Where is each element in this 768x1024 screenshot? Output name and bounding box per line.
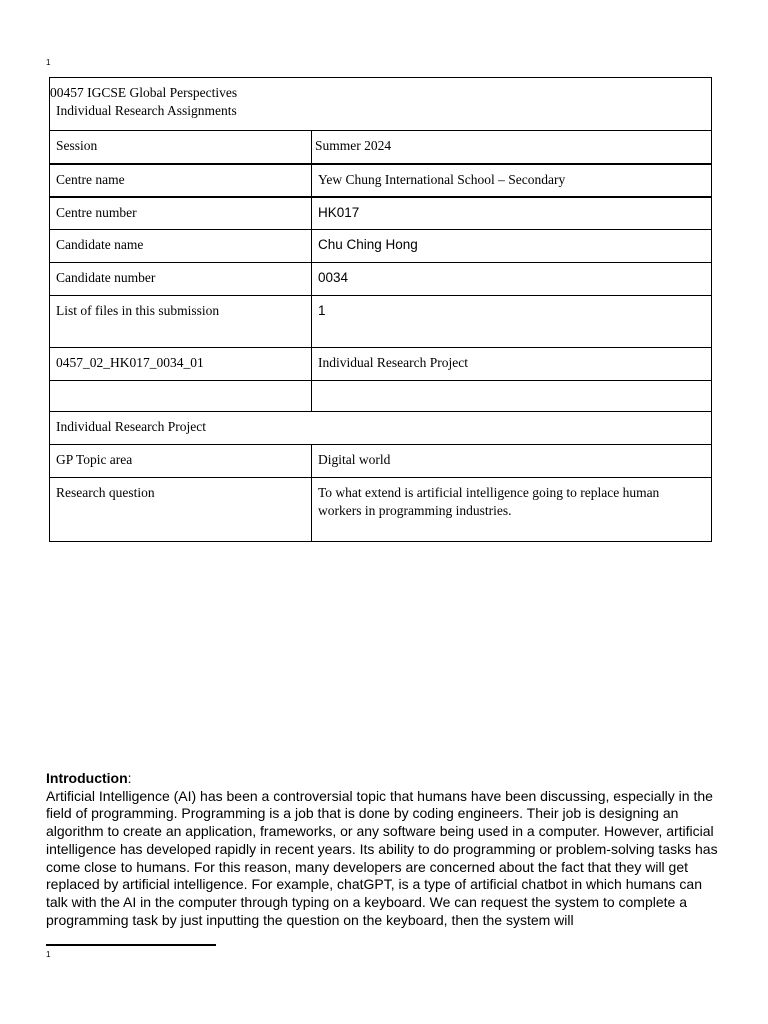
row-label-research-question: Research question: [50, 478, 312, 542]
table-row: [50, 445, 712, 478]
header-subtitle: Individual Research Assignments: [56, 103, 237, 118]
row-label-candidate-name: Candidate name: [50, 230, 312, 263]
row-value-empty: [312, 381, 712, 412]
table-row: [50, 164, 712, 197]
introduction-section: [46, 770, 726, 929]
row-label-candidate-number: Candidate number: [50, 263, 312, 296]
row-value-research-question: To what extend is artificial intelligence going to replace human workers in programming industries.: [312, 478, 712, 542]
table-row: [50, 197, 712, 230]
row-value-topic-area: Digital world: [312, 445, 712, 478]
row-label-centre-name: Centre name: [50, 164, 312, 197]
row-value-file-description: Individual Research Project: [312, 348, 712, 381]
table-row: [50, 412, 712, 445]
header-cell: [50, 78, 712, 131]
row-value-session: Summer 2024: [312, 131, 712, 164]
row-label-empty: [50, 381, 312, 412]
row-value-candidate-name: Chu Ching Hong: [312, 230, 712, 263]
row-value-centre-name: Yew Chung International School – Secondary: [312, 164, 712, 197]
table-row: [50, 348, 712, 381]
table-row: [50, 263, 712, 296]
row-label-session: Session: [50, 131, 312, 164]
row-value-candidate-number: 0034: [312, 263, 712, 296]
introduction-heading-colon: :: [127, 770, 132, 786]
section-title: Individual Research Project: [50, 412, 712, 445]
introduction-heading: Introduction: [46, 770, 128, 786]
cover-sheet-table: [49, 77, 712, 542]
header-title: 00457 IGCSE Global Perspectives: [50, 85, 238, 100]
table-row: [50, 478, 712, 542]
row-label-file-list: List of files in this submission: [50, 296, 312, 348]
table-row: [50, 381, 712, 412]
row-value-file-list: 1: [312, 296, 712, 348]
footnote-mark: 1: [46, 950, 51, 959]
table-row: [50, 230, 712, 263]
row-value-centre-number: HK017: [312, 197, 712, 230]
table-row: [50, 296, 712, 348]
row-label-topic-area: GP Topic area: [50, 445, 312, 478]
page-number: 1: [46, 58, 51, 67]
row-label-file-name: 0457_02_HK017_0034_01: [50, 348, 312, 381]
table-row: [50, 131, 712, 164]
introduction-body: Artificial Intelligence (AI) has been a controversial topic that humans have been discussing, especially in the field of programming. Programming is a job that is done by coding engineers. Their job is designing an algorithm to create an application, frameworks, or any software being used in a computer. However, artificial intelligence has developed rapidly in recent years. Its ability to do programming or problem-solving tasks has come close to humans. For this reason, many developers are concerned about the fact that they will get replaced by artificial intelligence. For example, chatGPT, is a type of artificial chatbot in which humans can talk with the AI in the computer through typing on a keyboard. We can request the system to complete a programming task by just inputting the question on the keyboard, then the system will: [46, 787, 718, 928]
footnote-separator: [46, 944, 216, 946]
row-label-centre-number: Centre number: [50, 197, 312, 230]
